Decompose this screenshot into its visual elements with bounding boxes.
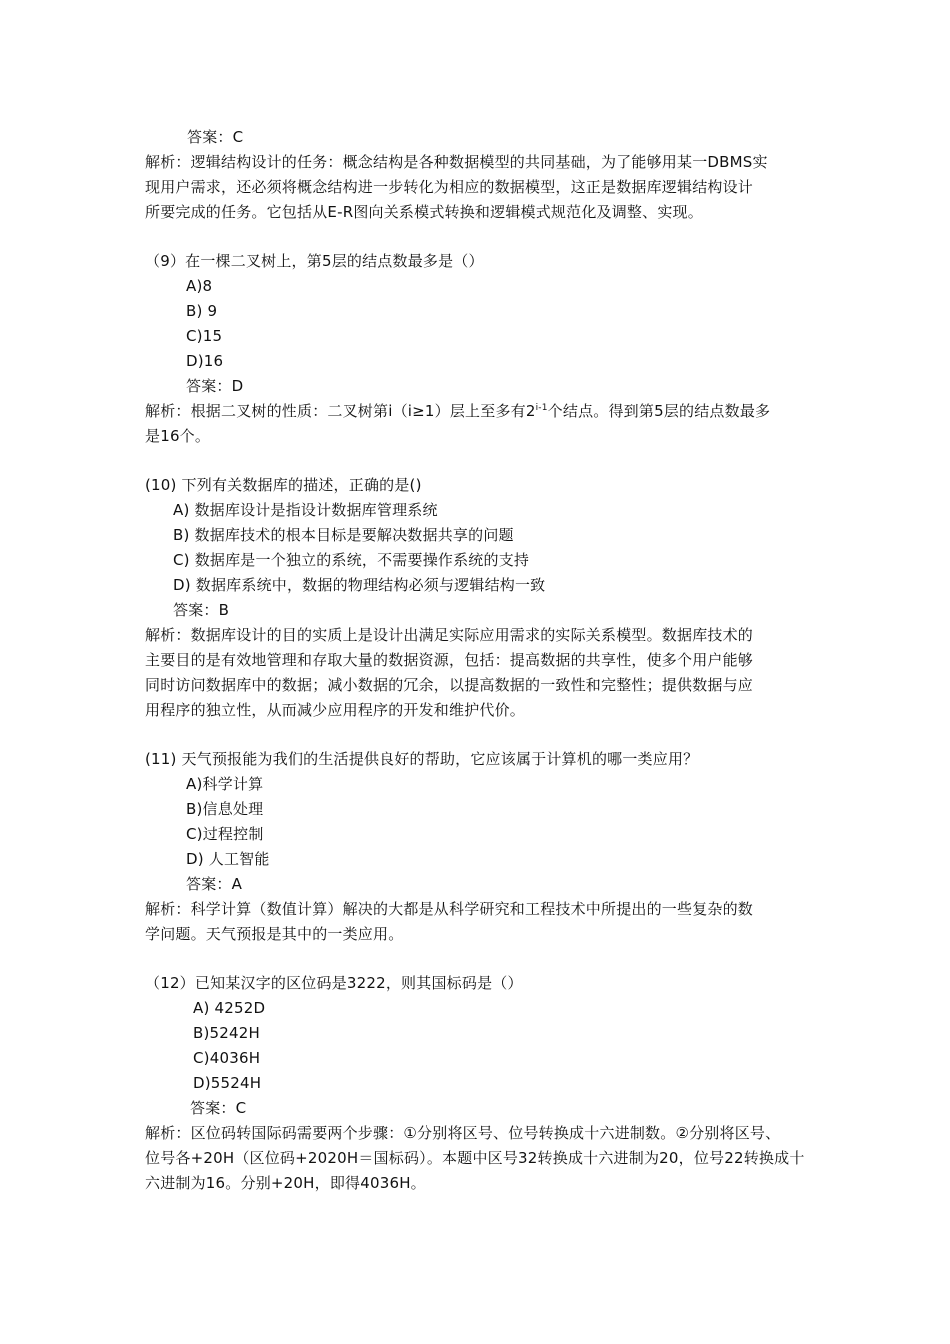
q10-title: (10) 下列有关数据库的描述，正确的是() xyxy=(145,476,422,494)
q10-analysis-line-1: 解析：数据库设计的目的实质上是设计出满足实际应用需求的实际关系模型。数据库技术的 xyxy=(145,626,754,644)
q9-analysis-line-1 xyxy=(145,400,770,422)
q12-analysis-line-1: 解析：区位码转国际码需要两个步骤：①分别将区号、位号转换成十六进制数。②分别将区号、 xyxy=(145,1124,781,1142)
q9-title: （9）在一棵二叉树上，第5层的结点数最多是（） xyxy=(145,252,484,270)
q8-answer: 答案：C xyxy=(187,128,244,146)
q9-option-c: C)15 xyxy=(186,327,223,345)
q8-analysis-line-1: 解析：逻辑结构设计的任务：概念结构是各种数据模型的共同基础，为了能够用某一DBMS实 xyxy=(145,153,768,171)
q9-option-b: B) 9 xyxy=(186,302,218,320)
q10-option-a: A) 数据库设计是指设计数据库管理系统 xyxy=(173,501,438,519)
q12-option-d: D)5524H xyxy=(193,1074,262,1092)
q8-analysis-line-2: 现用户需求，还必须将概念结构进一步转化为相应的数据模型，这正是数据库逻辑结构设计 xyxy=(145,178,754,196)
q10-analysis-line-2: 主要目的是有效地管理和存取大量的数据资源，包括：提高数据的共享性，使多个用户能够 xyxy=(145,651,754,669)
q11-analysis-line-1: 解析：科学计算（数值计算）解决的大都是从科学研究和工程技术中所提出的一些复杂的数 xyxy=(145,900,754,918)
q11-title: (11) 天气预报能为我们的生活提供良好的帮助，它应该属于计算机的哪一类应用？ xyxy=(145,750,699,768)
q11-option-d: D) 人工智能 xyxy=(186,850,270,868)
q9-analysis-prefix: 解析：根据二叉树的性质：二叉树第i（i≥1）层上至多有2 xyxy=(145,402,536,420)
q11-option-c: C)过程控制 xyxy=(186,825,264,843)
q9-analysis-exponent: i-1 xyxy=(535,403,548,413)
q10-option-b: B) 数据库技术的根本目标是要解决数据共享的问题 xyxy=(173,526,514,544)
q11-option-a: A)科学计算 xyxy=(186,775,264,793)
q12-option-a: A) 4252D xyxy=(193,999,266,1017)
q9-option-d: D)16 xyxy=(186,352,224,370)
q12-title: （12）已知某汉字的区位码是3222，则其国标码是（） xyxy=(145,974,523,992)
q10-analysis-line-3: 同时访问数据库中的数据；减小数据的冗余，以提高数据的一致性和完整性；提供数据与应 xyxy=(145,676,754,694)
q12-option-b: B)5242H xyxy=(193,1024,260,1042)
q11-analysis-line-2: 学问题。天气预报是其中的一类应用。 xyxy=(145,925,404,943)
q9-analysis-suffix: 个结点。得到第5层的结点数最多 xyxy=(547,402,771,420)
q9-option-a: A)8 xyxy=(186,277,213,295)
q11-option-b: B)信息处理 xyxy=(186,800,264,818)
q8-analysis-line-3: 所要完成的任务。它包括从E-R图向关系模式转换和逻辑模式规范化及调整、实现。 xyxy=(145,203,703,221)
q12-option-c: C)4036H xyxy=(193,1049,261,1067)
q11-answer: 答案：A xyxy=(186,875,243,893)
q12-analysis-line-3: 六进制为16。分别+20H，即得4036H。 xyxy=(145,1174,426,1192)
q12-analysis-line-2: 位号各+20H（区位码+2020H＝国标码）。本题中区号32转换成十六进制为20，位号22转换成十 xyxy=(145,1149,805,1167)
q10-analysis-line-4: 用程序的独立性，从而减少应用程序的开发和维护代价。 xyxy=(145,701,526,719)
q9-analysis-line-2: 是16个。 xyxy=(145,427,211,445)
q10-answer: 答案：B xyxy=(173,601,230,619)
q10-option-d: D) 数据库系统中，数据的物理结构必须与逻辑结构一致 xyxy=(173,576,546,594)
q12-answer: 答案：C xyxy=(190,1099,247,1117)
q9-answer: 答案：D xyxy=(186,377,244,395)
q10-option-c: C) 数据库是一个独立的系统，不需要操作系统的支持 xyxy=(173,551,530,569)
